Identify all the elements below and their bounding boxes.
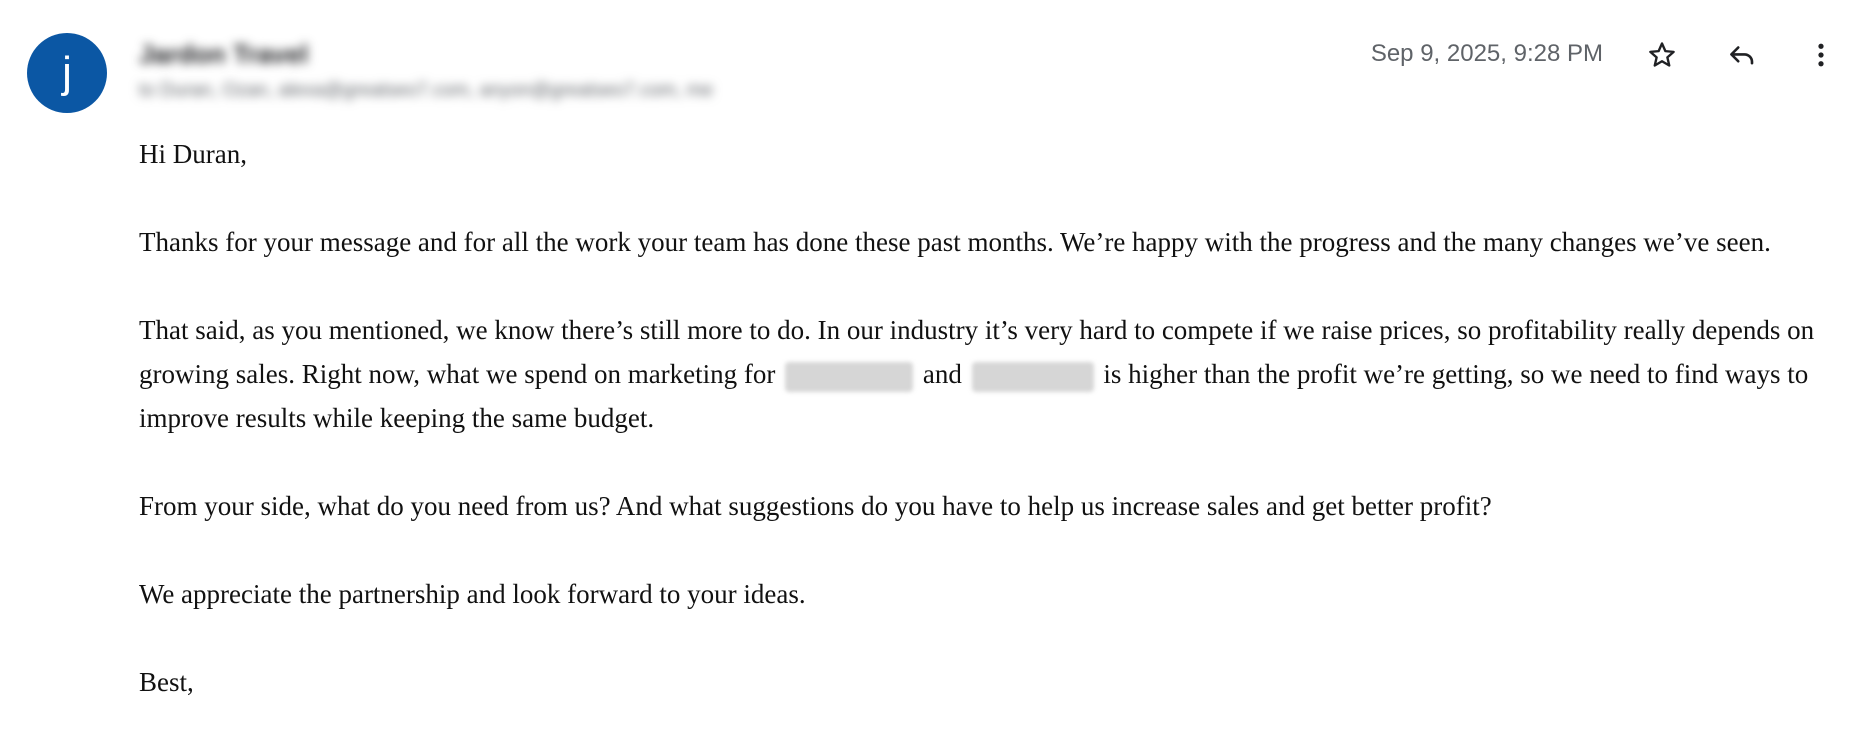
more-vert-icon <box>1806 40 1836 70</box>
sender-avatar[interactable] <box>27 33 107 113</box>
reply-icon <box>1727 40 1757 70</box>
avatar-letter: j <box>62 48 72 97</box>
greeting: Hi Duran, <box>139 139 247 169</box>
reply-button[interactable] <box>1720 33 1764 77</box>
email-date: Sep 9, 2025, 9:28 PM <box>1370 40 1603 67</box>
star-button[interactable] <box>1640 33 1684 77</box>
redacted-brand-2 <box>972 362 1094 392</box>
star-icon <box>1647 40 1677 70</box>
paragraph-2-start: That said, as you mentioned, we know there’s still more to do. In our industry it’s very hard to compete if we raise prices, so profitability really depends on growing sales. Right now, what we spend on marketing for <box>139 315 1815 389</box>
email-body <box>139 132 1849 704</box>
paragraph-2 <box>139 308 1849 440</box>
paragraph-2-and: and <box>922 359 962 389</box>
paragraph-3: From your side, what do you need from us? And what suggestions do you have to help us increase sales and get better profit? <box>139 491 1492 521</box>
recipients-line[interactable]: to Duran, Ozan, alexa@greatseo7.com, anyon@greatseo7.com, me <box>139 80 714 101</box>
signoff: Best, <box>139 667 194 697</box>
redacted-brand-1 <box>785 362 913 392</box>
paragraph-2-end: is higher than the profit we’re getting, so we need to find ways to improve results while keeping the same budget. <box>139 359 1809 433</box>
sender-name[interactable]: Jardon Travel <box>139 39 309 69</box>
paragraph-1: Thanks for your message and for all the work your team has done these past months. We’re happy with the progress and the many changes we’ve seen. <box>139 227 1771 257</box>
more-options-button[interactable] <box>1799 33 1843 77</box>
paragraph-4: We appreciate the partnership and look forward to your ideas. <box>139 579 806 609</box>
